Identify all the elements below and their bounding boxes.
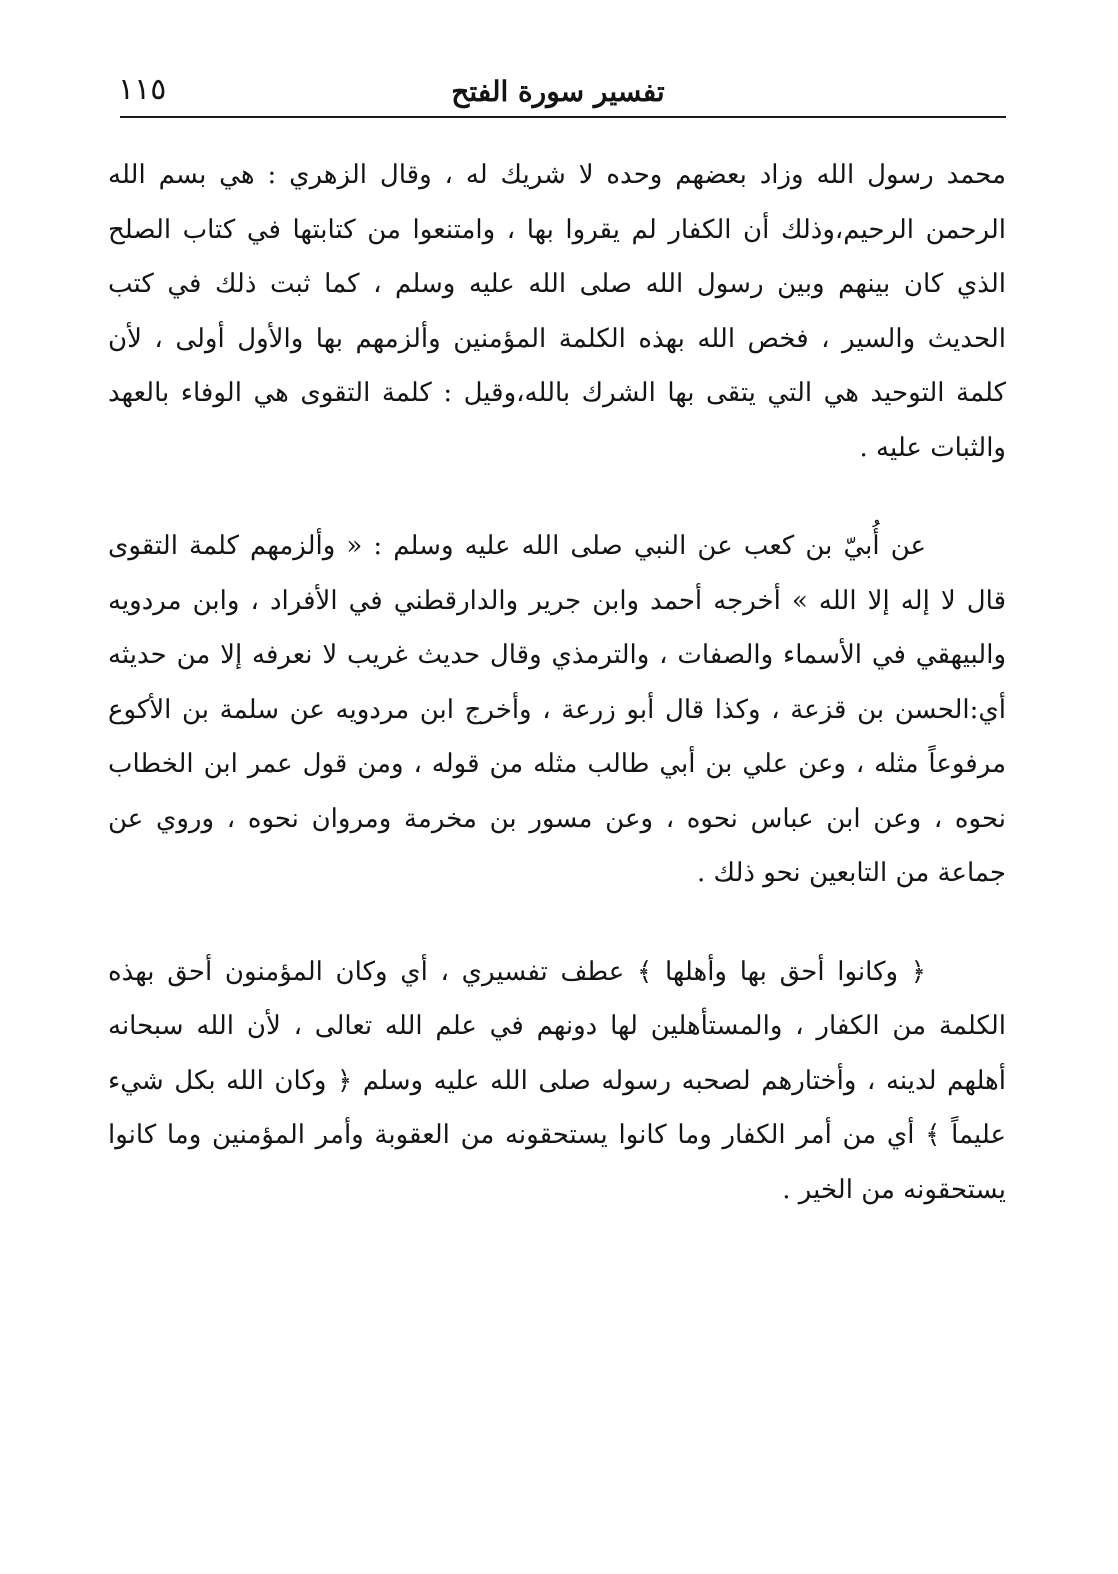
page-number: ١١٥ [118,72,167,107]
paragraph-1: محمد رسول الله وزاد بعضهم وحده لا شريك له ، وقال الزهري : هي بسم الله الرحمن الرحيم،وذلك أن الكفار لم يقروا بها ، وامتنعوا من كتابتها في كتاب الصلح الذي كان بينهم وبين رسول الله صلى الله عليه وسلم ، كما ثبت ذلك في كتب الحديث والسير ، فخص الله بهذه الكلمة المؤمنين وألزمهم بها والأول أولى ، لأن كلمة التوحيد هي التي يتقى بها الشرك بالله،وقيل : كلمة التقوى هي الوفاء بالعهد والثبات عليه . [108,160,1006,463]
running-title: تفسير سورة الفتح [451,75,665,108]
page-header [110,66,1006,116]
paragraph-2: عن أُبيّ بن كعب عن النبي صلى الله عليه وسلم : « وألزمهم كلمة التقوى قال لا إله إلا الله » أخرجه أحمد وابن جرير والدارقطني في الأفراد ، وابن مردويه والبيهقي في الأسماء والصفات ، والترمذي وقال حديث غريب لا نعرفه إلا من حديثه أي:الحسن بن قزعة ، وكذا قال أبو زرعة ، وأخرج ابن مردويه عن سلمة بن الأكوع مرفوعاً مثله ، وعن علي بن أبي طالب مثله من قوله ، ومن قول عمر ابن الخطاب نحوه ، وعن ابن عباس نحوه ، وعن مسور بن مخرمة ومروان نحوه ، وروي عن جماعة من التابعين نحو ذلك . [108,531,1006,888]
page-body [108,148,1006,1217]
paragraph-3: ﴿ وكانوا أحق بها وأهلها ﴾ عطف تفسيري ، أي وكان المؤمنون أحق بهذه الكلمة من الكفار ، والمستأهلين لها دونهم في علم الله تعالى ، لأن الله سبحانه أهلهم لدينه ، وأختارهم لصحبه رسوله صلى الله عليه وسلم ﴿ وكان الله بكل شيء عليماً ﴾ أي من أمر الكفار وما كانوا يستحقونه من العقوبة وأمر المؤمنين وما كانوا يستحقونه من الخير . [108,956,1006,1205]
header-rule [120,116,1006,118]
